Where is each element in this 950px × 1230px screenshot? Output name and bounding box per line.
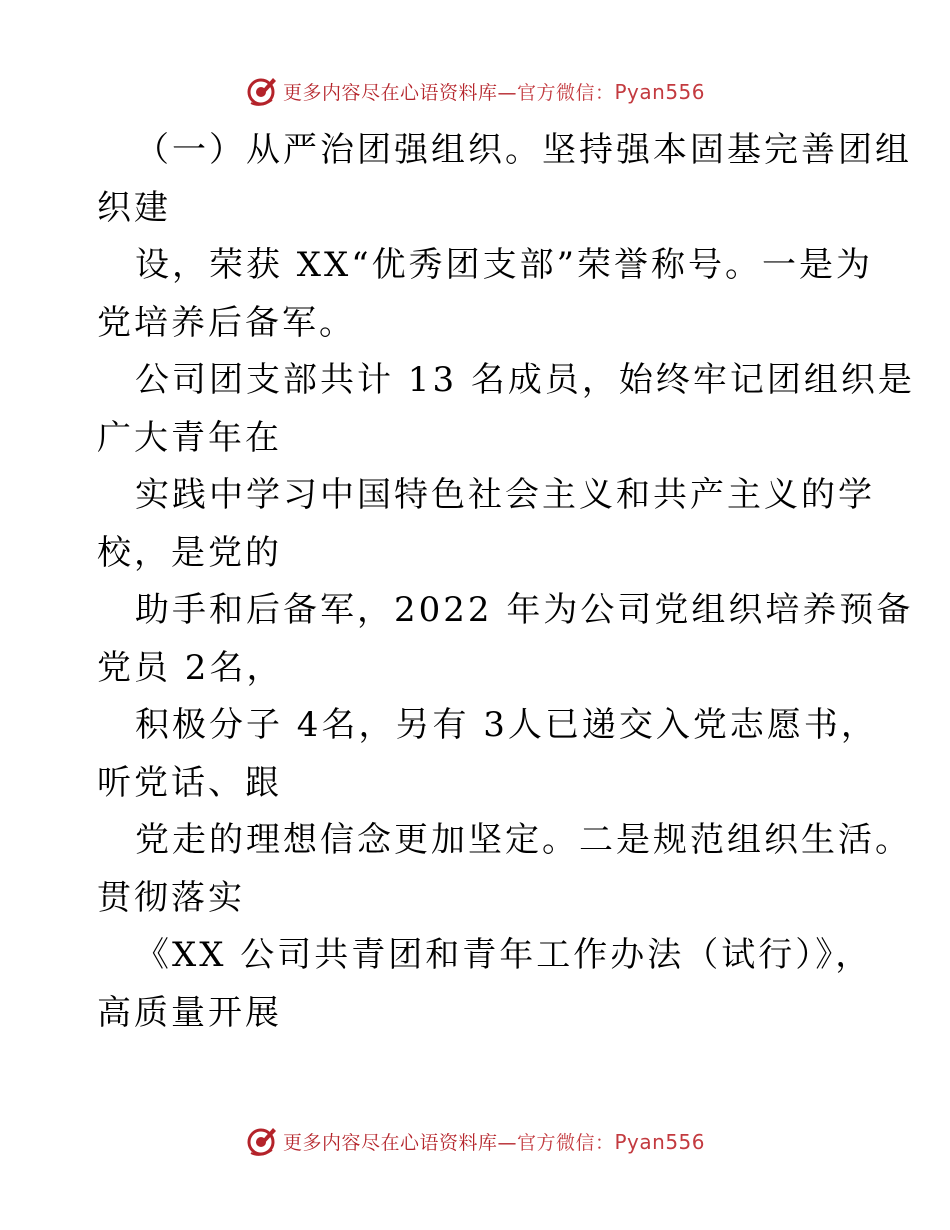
footer-watermark bbox=[0, 1121, 950, 1161]
body-line-3: 设，荣获 XX“优秀团支部”荣誉称号。一是为 bbox=[135, 245, 873, 285]
watermark-prefix: 更多内容尽在心语资料库 bbox=[282, 81, 498, 104]
body-line-15: 《XX 公司共青团和青年工作办法（试行）》， bbox=[135, 935, 873, 975]
body-line-9: 助手和后备军，2022 年为公司党组织培养预备 bbox=[135, 590, 914, 630]
watermark-account: Pyan556 bbox=[614, 1129, 706, 1154]
watermark-text bbox=[283, 78, 705, 105]
body-line-4: 党培养后备军。 bbox=[97, 302, 356, 343]
body-line-6: 广大青年在 bbox=[97, 417, 282, 458]
watermark-dash: — bbox=[497, 81, 517, 104]
watermark-dash: — bbox=[497, 1131, 517, 1154]
body-line-7: 实践中学习中国特色社会主义和共产主义的学 bbox=[135, 475, 875, 515]
body-line-1: （一）从严治团强组织。坚持强本固基完善团组 bbox=[135, 130, 912, 170]
watermark-label: 官方微信： bbox=[516, 1131, 615, 1154]
watermark-prefix: 更多内容尽在心语资料库 bbox=[282, 1131, 498, 1154]
document-body bbox=[97, 122, 915, 1042]
body-line-13: 党走的理想信念更加坚定。二是规范组织生活。 bbox=[135, 820, 912, 860]
watermark-account: Pyan556 bbox=[614, 79, 706, 104]
body-line-12: 听党话、跟 bbox=[97, 762, 282, 803]
body-line-5: 公司团支部共计 13 名成员，始终牢记团组织是 bbox=[135, 360, 915, 400]
watermark-label: 官方微信： bbox=[516, 81, 615, 104]
body-line-16: 高质量开展 bbox=[97, 992, 282, 1033]
body-line-8: 校，是党的 bbox=[97, 532, 282, 573]
watermark-text bbox=[283, 1128, 705, 1155]
logo-icon bbox=[245, 1124, 279, 1158]
header-watermark bbox=[0, 71, 950, 111]
body-line-10: 党员 2名， bbox=[97, 647, 284, 688]
body-line-11: 积极分子 4名，另有 3人已递交入党志愿书， bbox=[135, 705, 878, 745]
logo-icon bbox=[245, 74, 279, 108]
body-line-14: 贯彻落实 bbox=[97, 877, 245, 918]
body-line-2: 织建 bbox=[97, 187, 171, 228]
